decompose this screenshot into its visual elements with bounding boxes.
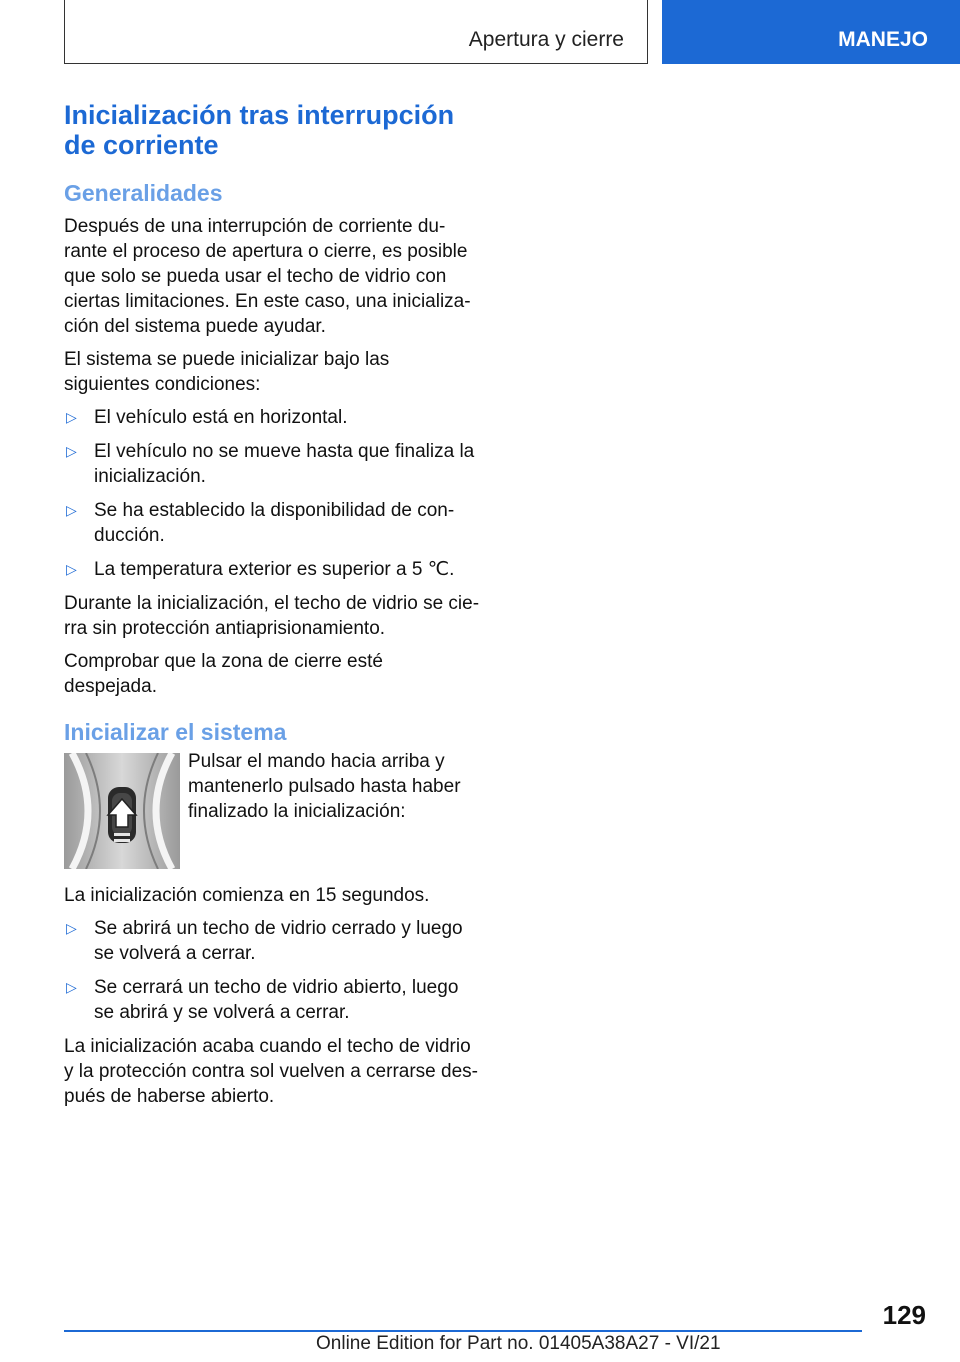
paragraph: Comprobar que la zona de cierre esté despejada. bbox=[64, 651, 383, 697]
paragraph: Después de una interrupción de corriente du-rante el proceso de apertura o cierre, es posible que solo se pueda usar el techo de vidrio con ciertas limitaciones. En este caso, una inicializa-ción del sistema puede ayudar. bbox=[64, 216, 471, 337]
results-list bbox=[64, 916, 480, 1025]
list-item: ▷ El vehículo no se mueve hasta que finaliza la inicialización. bbox=[66, 441, 475, 487]
header-section-title: Apertura y cierre bbox=[468, 28, 624, 51]
section-heading-init: Inicializar el sistema bbox=[64, 719, 287, 745]
list-item: ▷ Se abrirá un techo de vidrio cerrado y luego se volverá a cerrar. bbox=[66, 918, 463, 964]
triangle-bullet-icon: ▷ bbox=[66, 502, 77, 518]
list-item: ▷ La temperatura exterior es superior a 5 ℃. bbox=[66, 559, 455, 580]
triangle-bullet-icon: ▷ bbox=[66, 443, 77, 459]
footer-edition: Online Edition for Part no. 01405A38A27 - VI/21 bbox=[316, 1333, 721, 1354]
paragraph: Durante la inicialización, el techo de vidrio se cie-rra sin protección antiaprisionamiento. bbox=[64, 593, 480, 639]
triangle-bullet-icon: ▷ bbox=[66, 561, 77, 577]
triangle-bullet-icon: ▷ bbox=[66, 920, 77, 936]
conditions-list bbox=[64, 405, 480, 582]
main-content bbox=[64, 100, 480, 1117]
page-number: 129 bbox=[882, 1300, 926, 1330]
paragraph: La inicialización acaba cuando el techo de vidrio y la protección contra sol vuelven a cerrarse des-pués de haberse abierto. bbox=[64, 1036, 478, 1107]
figure-row bbox=[64, 753, 480, 869]
list-item: ▷ Se cerrará un techo de vidrio abierto, luego se abrirá y se volverá a cerrar. bbox=[66, 977, 459, 1023]
roof-switch-illustration bbox=[64, 753, 180, 869]
paragraph: La inicialización comienza en 15 segundos. bbox=[64, 885, 430, 906]
section-heading-general: Generalidades bbox=[64, 180, 223, 206]
paragraph: El sistema se puede inicializar bajo las siguientes condiciones: bbox=[64, 349, 390, 395]
footer-divider bbox=[64, 1330, 862, 1332]
header-chapter-tab bbox=[662, 0, 960, 64]
triangle-bullet-icon: ▷ bbox=[66, 409, 77, 425]
triangle-bullet-icon: ▷ bbox=[66, 979, 77, 995]
figure-instruction: Pulsar el mando hacia arriba y mantenerlo pulsado hasta haber finalizado la inicialización: bbox=[188, 751, 461, 822]
header-chapter-label: MANEJO bbox=[838, 28, 928, 51]
page-title: Inicialización tras interrupción de corriente bbox=[64, 100, 455, 160]
list-item: ▷ El vehículo está en horizontal. bbox=[66, 407, 348, 428]
list-item: ▷ Se ha establecido la disponibilidad de con-ducción. bbox=[66, 500, 455, 546]
